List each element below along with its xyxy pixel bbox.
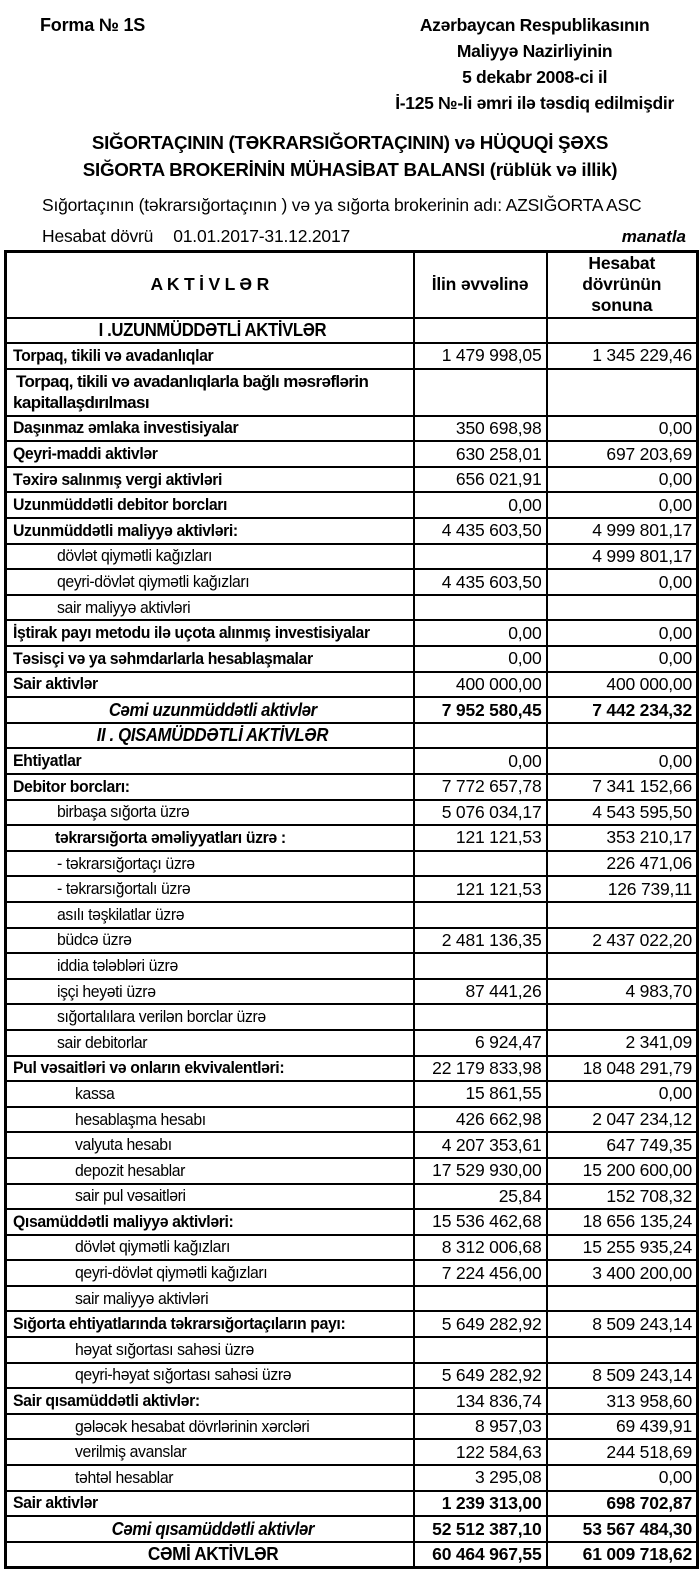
table-row	[6, 343, 698, 369]
row-label: sair debitorlar	[6, 1030, 414, 1056]
value-begin-of-year	[414, 1337, 547, 1363]
value-begin-of-year: 121 121,53	[414, 825, 547, 851]
value-begin-of-year	[414, 851, 547, 877]
value-begin-of-year: 3 295,08	[414, 1465, 547, 1491]
table-row	[6, 441, 698, 467]
value-end-of-period: 152 708,32	[547, 1184, 698, 1210]
value-begin-of-year: 5 076 034,17	[414, 800, 547, 826]
table-row	[6, 851, 698, 877]
value-end-of-period: 4 983,70	[547, 979, 698, 1005]
value-begin-of-year: 7 952 580,45	[414, 697, 547, 723]
value-end-of-period: 400 000,00	[547, 672, 698, 698]
value-end-of-period: 0,00	[547, 492, 698, 518]
value-begin-of-year: 8 957,03	[414, 1414, 547, 1440]
table-row	[6, 672, 698, 698]
value-end-of-period: 244 518,69	[547, 1439, 698, 1465]
table-header-row	[6, 252, 698, 318]
value-end-of-period: 226 471,06	[547, 851, 698, 877]
value-end-of-period: 1 345 229,46	[547, 343, 698, 369]
table-row	[6, 953, 698, 979]
row-label: Pul vəsaitləri və onların ekvivalentləri:	[6, 1056, 414, 1082]
value-begin-of-year	[414, 1004, 547, 1030]
value-end-of-period: 0,00	[547, 748, 698, 774]
reporting-period-label: Hesabat dövrü	[42, 226, 154, 246]
value-end-of-period: 0,00	[547, 646, 698, 672]
value-end-of-period	[547, 1004, 698, 1030]
balance-table-body	[6, 318, 698, 1568]
value-end-of-period: 0,00	[547, 416, 698, 442]
value-end-of-period: 4 999 801,17	[547, 518, 698, 544]
row-label: Torpaq, tikili və avadanlıqlar	[6, 343, 414, 369]
table-row	[6, 902, 698, 928]
row-label: Sair qısamüddətli aktivlər:	[6, 1388, 414, 1414]
table-row	[6, 620, 698, 646]
row-label: gələcək hesabat dövrlərinin xərcləri	[6, 1414, 414, 1440]
table-row	[6, 1491, 698, 1517]
document-title-line-2: SIĞORTA BROKERİNİN MÜHASİBAT BALANSI (rüblük və illik)	[82, 159, 618, 180]
value-end-of-period: 15 200 600,00	[547, 1158, 698, 1184]
value-begin-of-year: 22 179 833,98	[414, 1056, 547, 1082]
value-begin-of-year: 4 207 353,61	[414, 1132, 547, 1158]
value-begin-of-year: 122 584,63	[414, 1439, 547, 1465]
row-label: işçi heyəti üzrə	[6, 979, 414, 1005]
value-begin-of-year	[414, 1286, 547, 1312]
value-end-of-period	[547, 1337, 698, 1363]
value-begin-of-year: 87 441,26	[414, 979, 547, 1005]
value-begin-of-year: 121 121,53	[414, 876, 547, 902]
value-begin-of-year	[414, 595, 547, 621]
value-end-of-period: 0,00	[547, 620, 698, 646]
value-begin-of-year: 1 239 313,00	[414, 1491, 547, 1517]
table-row	[6, 723, 698, 749]
row-label: Cəmi uzunmüddətli aktivlər	[6, 697, 414, 723]
table-row	[6, 1414, 698, 1440]
value-end-of-period	[547, 318, 698, 344]
value-begin-of-year	[414, 723, 547, 749]
column-header-assets: A K T İ V L Ə R	[6, 252, 414, 318]
value-end-of-period: 8 509 243,14	[547, 1363, 698, 1389]
value-end-of-period: 2 341,09	[547, 1030, 698, 1056]
value-end-of-period: 4 999 801,17	[547, 544, 698, 570]
value-end-of-period: 53 567 484,30	[547, 1516, 698, 1542]
value-begin-of-year: 350 698,98	[414, 416, 547, 442]
value-end-of-period: 2 437 022,20	[547, 928, 698, 954]
value-end-of-period: 4 543 595,50	[547, 800, 698, 826]
row-label: dövlət qiymətli kağızları	[6, 1235, 414, 1261]
table-row	[6, 1081, 698, 1107]
value-begin-of-year: 5 649 282,92	[414, 1363, 547, 1389]
value-end-of-period: 2 047 234,12	[547, 1107, 698, 1133]
value-begin-of-year: 5 649 282,92	[414, 1311, 547, 1337]
value-end-of-period: 0,00	[547, 1465, 698, 1491]
row-label: Qısamüddətli maliyyə aktivləri:	[6, 1209, 414, 1235]
value-end-of-period: 353 210,17	[547, 825, 698, 851]
row-label: Sair aktivlər	[6, 1491, 414, 1517]
row-label: sair maliyyə aktivləri	[6, 595, 414, 621]
value-begin-of-year: 426 662,98	[414, 1107, 547, 1133]
value-begin-of-year	[414, 953, 547, 979]
value-begin-of-year: 6 924,47	[414, 1030, 547, 1056]
table-row	[6, 1209, 698, 1235]
row-label: kassa	[6, 1081, 414, 1107]
period-row	[42, 226, 700, 247]
table-row	[6, 979, 698, 1005]
value-end-of-period: 0,00	[547, 467, 698, 493]
insurer-name-line: Sığortaçının (təkrarsığortaçının ) və ya sığorta brokerinin adı: AZSIĞORTA ASC	[42, 195, 642, 215]
table-row	[6, 1388, 698, 1414]
row-label: - təkrarsığortaçı üzrə	[6, 851, 414, 877]
table-row	[6, 1260, 698, 1286]
table-row	[6, 1184, 698, 1210]
value-begin-of-year: 0,00	[414, 492, 547, 518]
table-row	[6, 416, 698, 442]
row-label: qeyri-həyat sığortası sahəsi üzrə	[6, 1363, 414, 1389]
row-label: qeyri-dövlət qiymətli kağızları	[6, 569, 414, 595]
row-label: Torpaq, tikili və avadanlıqlarla bağlı məsrəflərin kapitallaşdırılması	[6, 369, 414, 416]
row-label: Sair aktivlər	[6, 672, 414, 698]
value-end-of-period	[547, 369, 698, 416]
table-row	[6, 697, 698, 723]
form-header	[0, 12, 700, 116]
table-row	[6, 544, 698, 570]
value-begin-of-year	[414, 318, 547, 344]
value-end-of-period: 69 439,91	[547, 1414, 698, 1440]
row-label: həyat sığortası sahəsi üzrə	[6, 1337, 414, 1363]
row-label: dövlət qiymətli kağızları	[6, 544, 414, 570]
table-row	[6, 1542, 698, 1568]
table-row	[6, 1056, 698, 1082]
value-begin-of-year: 1 479 998,05	[414, 343, 547, 369]
table-row	[6, 646, 698, 672]
table-row	[6, 1337, 698, 1363]
value-begin-of-year: 2 481 136,35	[414, 928, 547, 954]
table-row	[6, 1235, 698, 1261]
row-label: verilmiş avanslar	[6, 1439, 414, 1465]
row-label: büdcə üzrə	[6, 928, 414, 954]
value-end-of-period: 18 656 135,24	[547, 1209, 698, 1235]
value-end-of-period: 8 509 243,14	[547, 1311, 698, 1337]
row-label: təhtəl hesablar	[6, 1465, 414, 1491]
value-end-of-period	[547, 953, 698, 979]
table-row	[6, 1132, 698, 1158]
value-begin-of-year: 630 258,01	[414, 441, 547, 467]
value-begin-of-year	[414, 902, 547, 928]
value-end-of-period: 697 203,69	[547, 441, 698, 467]
row-label: Debitor borcları:	[6, 774, 414, 800]
table-row	[6, 1465, 698, 1491]
currency-note: manatla	[621, 227, 686, 246]
table-row	[6, 569, 698, 595]
value-begin-of-year: 15 861,55	[414, 1081, 547, 1107]
row-label: sair pul vəsaitləri	[6, 1184, 414, 1210]
table-row	[6, 1363, 698, 1389]
value-end-of-period: 15 255 935,24	[547, 1235, 698, 1261]
table-row	[6, 774, 698, 800]
row-label: birbaşa sığorta üzrə	[6, 800, 414, 826]
table-row	[6, 492, 698, 518]
table-row	[6, 1286, 698, 1312]
row-label: II . QISAMÜDDƏTLİ AKTİVLƏR	[6, 723, 414, 749]
table-row	[6, 1030, 698, 1056]
approval-line-1: Azərbaycan Respublikasının	[419, 15, 650, 35]
approval-line-3: 5 dekabr 2008-ci il	[462, 67, 608, 87]
value-end-of-period: 3 400 200,00	[547, 1260, 698, 1286]
value-end-of-period: 7 442 234,32	[547, 697, 698, 723]
value-begin-of-year: 25,84	[414, 1184, 547, 1210]
value-begin-of-year: 0,00	[414, 748, 547, 774]
form-number: Forma № 1S	[40, 15, 146, 35]
value-begin-of-year: 134 836,74	[414, 1388, 547, 1414]
balance-table	[4, 250, 699, 1569]
approval-line-2: Maliyyə Nazirliyinin	[456, 41, 613, 61]
table-row	[6, 1107, 698, 1133]
row-label: Təsisçi və ya səhmdarlarla hesablaşmalar	[6, 646, 414, 672]
value-begin-of-year: 7 772 657,78	[414, 774, 547, 800]
table-row	[6, 1516, 698, 1542]
value-begin-of-year: 52 512 387,10	[414, 1516, 547, 1542]
row-label: asılı təşkilatlar üzrə	[6, 902, 414, 928]
value-end-of-period: 698 702,87	[547, 1491, 698, 1517]
reporting-period-value: 01.01.2017-31.12.2017	[173, 226, 351, 246]
value-end-of-period: 61 009 718,62	[547, 1542, 698, 1568]
row-label: Təxirə salınmış vergi aktivləri	[6, 467, 414, 493]
row-label: qeyri-dövlət qiymətli kağızları	[6, 1260, 414, 1286]
value-begin-of-year: 8 312 006,68	[414, 1235, 547, 1261]
document-title-line-1: SIĞORTAÇININ (TƏKRARSIĞORTAÇININ) və HÜQUQİ ŞƏXS	[91, 132, 609, 153]
row-label: Ehtiyatlar	[6, 748, 414, 774]
row-label: Daşınmaz əmlaka investisiyalar	[6, 416, 414, 442]
value-begin-of-year: 60 464 967,55	[414, 1542, 547, 1568]
value-end-of-period: 0,00	[547, 1081, 698, 1107]
value-begin-of-year: 7 224 456,00	[414, 1260, 547, 1286]
table-row	[6, 1004, 698, 1030]
value-begin-of-year: 4 435 603,50	[414, 518, 547, 544]
table-row	[6, 1311, 698, 1337]
value-begin-of-year: 656 021,91	[414, 467, 547, 493]
approval-line-4: İ-125 №-li əmri ilə təsdiq edilmişdir	[395, 93, 674, 113]
document-title	[0, 129, 700, 183]
value-end-of-period	[547, 723, 698, 749]
table-row	[6, 318, 698, 344]
value-end-of-period: 126 739,11	[547, 876, 698, 902]
table-row	[6, 595, 698, 621]
row-label: valyuta hesabı	[6, 1132, 414, 1158]
value-end-of-period	[547, 1286, 698, 1312]
row-label: Uzunmüddətli maliyyə aktivləri:	[6, 518, 414, 544]
table-row	[6, 800, 698, 826]
row-label: sığortalılara verilən borclar üzrə	[6, 1004, 414, 1030]
table-row	[6, 825, 698, 851]
row-label: - təkrarsığortalı üzrə	[6, 876, 414, 902]
row-label: hesablaşma hesabı	[6, 1107, 414, 1133]
value-begin-of-year: 0,00	[414, 620, 547, 646]
row-label: depozit hesablar	[6, 1158, 414, 1184]
table-row	[6, 1439, 698, 1465]
table-row	[6, 928, 698, 954]
value-begin-of-year: 0,00	[414, 646, 547, 672]
value-begin-of-year	[414, 369, 547, 416]
value-begin-of-year: 400 000,00	[414, 672, 547, 698]
row-label: Sığorta ehtiyatlarında təkrarsığortaçıların payı:	[6, 1311, 414, 1337]
value-end-of-period	[547, 902, 698, 928]
table-row	[6, 876, 698, 902]
table-row	[6, 369, 698, 416]
table-row	[6, 748, 698, 774]
value-end-of-period: 313 958,60	[547, 1388, 698, 1414]
row-label: iddia tələbləri üzrə	[6, 953, 414, 979]
value-end-of-period: 18 048 291,79	[547, 1056, 698, 1082]
value-end-of-period: 647 749,35	[547, 1132, 698, 1158]
value-begin-of-year: 17 529 930,00	[414, 1158, 547, 1184]
value-end-of-period: 0,00	[547, 569, 698, 595]
row-label: Qeyri-maddi aktivlər	[6, 441, 414, 467]
row-label: I .UZUNMÜDDƏTLİ AKTİVLƏR	[6, 318, 414, 344]
value-end-of-period	[547, 595, 698, 621]
column-header-begin-of-year: İlin əvvəlinə	[414, 252, 547, 318]
value-begin-of-year: 15 536 462,68	[414, 1209, 547, 1235]
value-begin-of-year: 4 435 603,50	[414, 569, 547, 595]
column-header-end-of-period: Hesabat dövrünün sonuna	[547, 252, 698, 318]
reporting-period	[42, 226, 350, 247]
row-label: sair maliyyə aktivləri	[6, 1286, 414, 1312]
table-row	[6, 518, 698, 544]
row-label: CƏMİ AKTİVLƏR	[6, 1542, 414, 1568]
row-label: Cəmi qısamüddətli aktivlər	[6, 1516, 414, 1542]
value-begin-of-year	[414, 544, 547, 570]
row-label: İştirak payı metodu ilə uçota alınmış investisiyalar	[6, 620, 414, 646]
table-row	[6, 467, 698, 493]
row-label: təkrarsığorta əməliyyatları üzrə :	[6, 825, 414, 851]
value-end-of-period: 7 341 152,66	[547, 774, 698, 800]
approval-block	[395, 12, 674, 116]
row-label: Uzunmüddətli debitor borcları	[6, 492, 414, 518]
table-row	[6, 1158, 698, 1184]
